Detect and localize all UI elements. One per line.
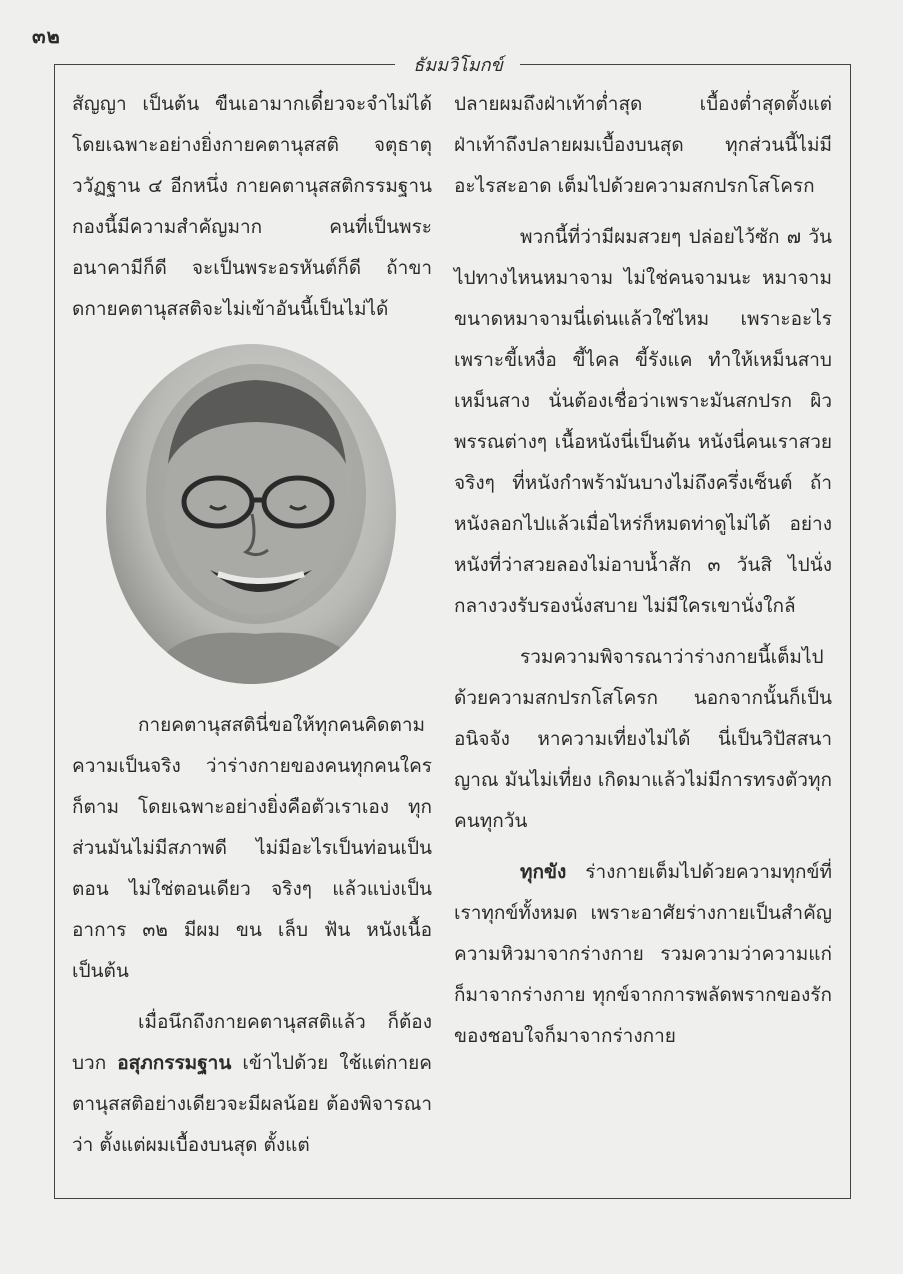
right-paragraph-1: ปลายผมถึงฝ่าเท้าต่ำสุด เบื้องต่ำสุดตั้งแต่ฝ่าเท้าถึงปลายผมเบื้องบนสุด ทุกส่วนนี้ไม่มีอะไรสะอาด เต็มไปด้วยความสกปรกโสโครก: [454, 93, 832, 197]
running-head-rule-left: [54, 64, 395, 65]
portrait-container: [72, 344, 432, 699]
portrait-illustration: [106, 344, 396, 684]
running-title: ธัมมวิโมกข์: [413, 55, 503, 76]
left-column: [72, 84, 432, 1166]
left-paragraph-2: กายคตานุสสตินี่ขอให้ทุกคนคิดตามความเป็นจริง ว่าร่างกายของคนทุกคนใครก็ตาม โดยเฉพาะอย่างยิ่งคือตัวเราเอง ทุกส่วนมันไม่มีสภาพดี ไม่มีอะไรเป็นท่อนเป็นตอน ไม่ใช่ตอนเดียว จริงๆ แล้วแบ่งเป็นอาการ ๓๒ มีผม ขน เล็บ ฟัน หนังเนื้อ เป็นต้น: [72, 714, 432, 982]
right-paragraph-4-text: ร่างกายเต็มไปด้วยความทุกข์ที่เราทุกข์ทั้งหมด เพราะอาศัยร่างกายเป็นสำคัญ ความหิวมาจากร่างกาย รวมความว่าความแก่ก็มาจากร่างกาย ทุกข์จากการพลัดพรากของรักของชอบใจก็มาจากร่างกาย: [454, 861, 832, 1047]
frame-right-rule: [850, 64, 851, 1198]
page-number: ๓๒: [32, 24, 61, 48]
left-paragraph-3-text-a: เมื่อนึกถึงกายคตานุสสติแล้ว ก็ต้องบวก: [72, 1011, 432, 1074]
monk-portrait-photo: [106, 344, 396, 684]
term-dukkham: ทุกขัง: [520, 861, 567, 883]
right-paragraph-3: รวมความพิจารณาว่าร่างกายนี้เต็มไปด้วยความสกปรกโสโครก นอกจากนั้นก็เป็นอนิจจัง หาความเที่ยงไม่ได้ นี่เป็นวิปัสสนาญาณ มันไม่เที่ยง เกิดมาแล้วไม่มีการทรงตัวทุกคนทุกวัน: [454, 646, 832, 832]
running-head: [0, 48, 903, 78]
left-paragraph-3-text-b: เข้าไปด้วย ใช้แต่กายคตานุสสติอย่างเดียวจะมีผลน้อย ต้องพิจารณาว่า ตั้งแต่ผมเบื้องบนสุด ตั้งแต่: [72, 1052, 432, 1156]
left-paragraph-3: [72, 1002, 432, 1166]
frame-bottom-rule: [54, 1198, 851, 1199]
frame-left-rule: [54, 64, 55, 1198]
running-head-rule-right: [520, 64, 850, 65]
right-paragraph-4: [454, 852, 832, 1057]
term-asubha-kammatthana: อสุภกรรมฐาน: [117, 1052, 232, 1074]
left-paragraph-1: สัญญา เป็นต้น ขืนเอามากเดี๋ยวจะจำไม่ได้ โดยเฉพาะอย่างยิ่งกายคตานุสสติ จตุธาตุววัฏฐาน ๔ อีกหนึ่ง กายคตานุสสติกรรมฐานกองนี้มีความสำคัญมาก คนที่เป็นพระอนาคามีก็ดี จะเป็นพระอรหันต์ก็ดี ถ้าขาดกายคตานุสสติจะไม่เข้าอันนี้เป็นไม่ได้: [72, 93, 432, 320]
right-column: [454, 84, 832, 1057]
right-paragraph-2: พวกนี้ที่ว่ามีผมสวยๆ ปล่อยไว้ซัก ๗ วัน ไปทางไหนหมาจาม ไม่ใช่คนจามนะ หมาจาม ขนาดหมาจามนี่เด่นแล้วใช่ไหม เพราะอะไร เพราะขี้เหงื่อ ขี้ไคล ขี้รังแค ทำให้เหม็นสาบเหม็นสาง นั่นต้องเชื่อว่าเพราะมันสกปรก ผิวพรรณต่างๆ เนื้อหนังนี่เป็นต้น หนังนี่คนเราสวยจริงๆ ที่หนังกำพร้ามันบางไม่ถึงครึ่งเซ็นต์ ถ้าหนังลอกไปแล้วเมื่อไหร่ก็หมดท่าดูไม่ได้ อย่างหนังที่ว่าสวยลองไม่อาบน้ำสัก ๓ วันสิ ไปนั่งกลางวงรับรองนั่งสบาย ไม่มีใครเขานั่งใกล้: [454, 226, 832, 617]
